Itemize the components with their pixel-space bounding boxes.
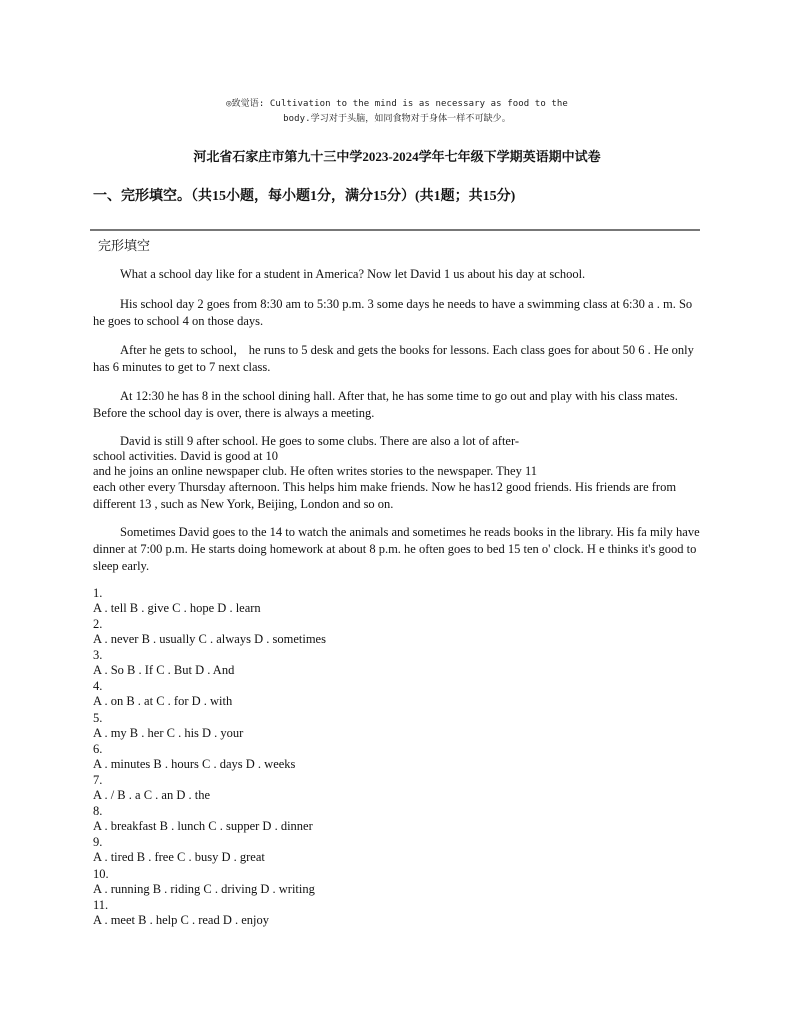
question-number: 10. (93, 867, 109, 881)
question-number: 9. (93, 835, 103, 849)
question-number: 3. (93, 648, 103, 662)
passage-paragraph-2: His school day 2 goes from 8:30 am to 5:30 p.m. 3 some days he needs to have a swimming class at 6:30 a . m. So he goes to school 4 on those days. (93, 297, 693, 328)
exam-title: 河北省石家庄市第九十三中学2023-2024学年七年级下学期英语期中试卷 (193, 149, 601, 164)
question-options: A . tell B . give C . hope D . learn (93, 601, 261, 615)
question-options: A . breakfast B . lunch C . supper D . dinner (93, 819, 313, 833)
motto-line-1: ◎致觉语: Cultivation to the mind is as necessary as food to the (226, 99, 568, 109)
passage-label: 完形填空 (98, 238, 151, 253)
question-number: 2. (93, 617, 103, 631)
question-number: 1. (93, 586, 103, 600)
passage-paragraph-6: Sometimes David goes to the 14 to watch the animals and sometimes he reads books in the library. His fa mily have dinner at 7:00 p.m. He starts doing homework at about 8 p.m. he often goes to bed 15 ten o' clock. H e thinks it's good to sleep early. (93, 525, 700, 573)
question-options: A . never B . usually C . always D . sometimes (93, 632, 326, 646)
question-number: 4. (93, 679, 103, 693)
passage-paragraph-3: After he gets to school， he runs to 5 desk and gets the books for lessons. Each class goes for about 50 6 . He only has 6 minutes to get to 7 next class. (93, 343, 694, 374)
question-number: 11. (93, 898, 109, 912)
passage-paragraph-5-line-2: school activities. David is good at 10 (93, 449, 279, 463)
passage-paragraph-1: What a school day like for a student in America? Now let David 1 us about his day at school. (120, 267, 586, 281)
passage-paragraph-5-line-4: each other every Thursday afternoon. This helps him make friends. Now he has12 good friends. His friends are from different 13 , such as New York, Beijing, London and so on. (93, 480, 677, 511)
section-heading: 一、完形填空。（共15小题，每小题1分，满分15分）(共1题；共15分) (93, 189, 516, 204)
question-options: A . my B . her C . his D . your (93, 726, 244, 740)
question-options: A . So B . If C . But D . And (93, 663, 235, 677)
question-options: A . / B . a C . an D . the (93, 788, 211, 802)
divider (90, 229, 700, 231)
question-options: A . running B . riding C . driving D . writing (93, 882, 315, 896)
question-number: 8. (93, 804, 103, 818)
question-number: 6. (93, 742, 103, 756)
passage-paragraph-5-line-3: and he joins an online newspaper club. He often writes stories to the newspaper. They 11 (93, 464, 537, 478)
question-options: A . on B . at C . for D . with (93, 694, 233, 708)
question-number: 7. (93, 773, 103, 787)
motto-line-2: body.学习对于头脑，如同食物对于身体一样不可缺少。 (283, 114, 511, 124)
question-options: A . minutes B . hours C . days D . weeks (93, 757, 296, 771)
passage-paragraph-4: At 12:30 he has 8 in the school dining hall. After that, he has some time to go out and play with his class mates. Before the school day is over, there is always a meeting. (93, 389, 678, 420)
question-number: 5. (93, 711, 103, 725)
passage-paragraph-5-line-1: David is still 9 after school. He goes to some clubs. There are also a lot of after- (120, 434, 520, 448)
question-options: A . tired B . free C . busy D . great (93, 850, 265, 864)
question-options: A . meet B . help C . read D . enjoy (93, 913, 270, 927)
